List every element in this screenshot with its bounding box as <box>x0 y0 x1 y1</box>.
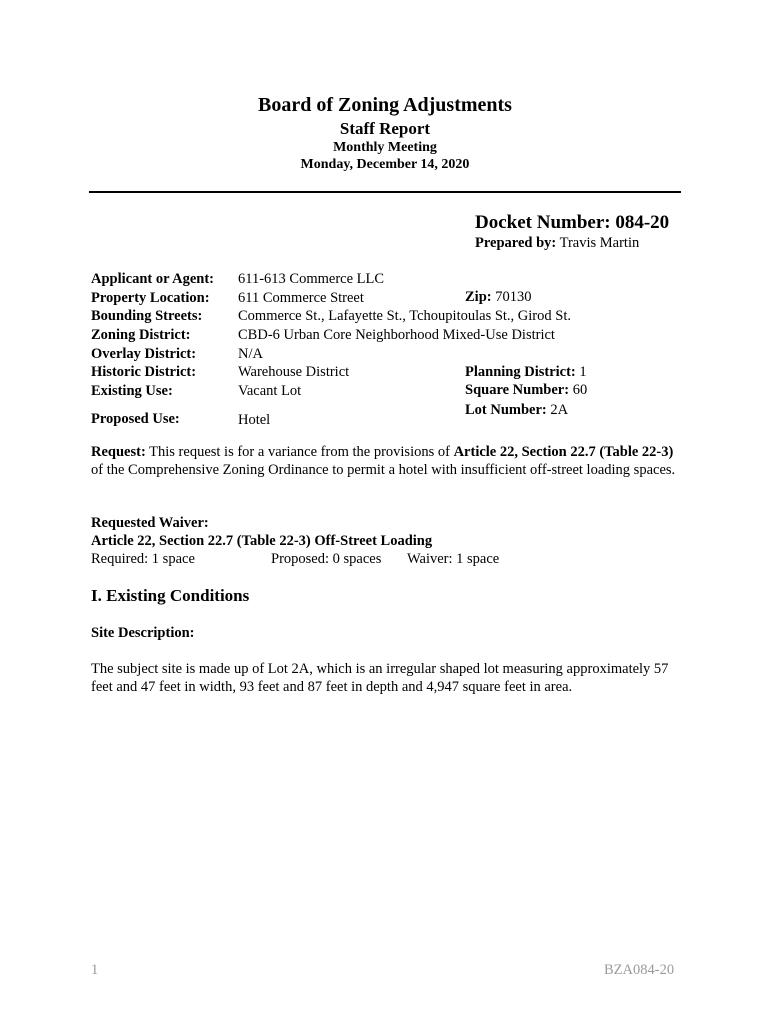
lot-number <box>465 402 568 419</box>
request-article: Article 22, Section 22.7 (Table 22-3) <box>453 444 674 460</box>
waiver-proposed: Proposed: 0 spaces <box>271 551 382 567</box>
waiver-amount: Waiver: 1 space <box>407 551 500 567</box>
planning-district <box>465 364 587 381</box>
site-description-body: The subject site is made up of Lot 2A, which is an irregular shaped lot measuring approximately 57 feet and 47 feet in width, 93 feet and 87 feet in depth and 4,947 square feet in area. <box>91 661 669 695</box>
request-paragraph <box>91 443 683 479</box>
document-id: BZA084-20 <box>604 962 675 978</box>
meeting-date: Monday, December 14, 2020 <box>300 157 470 172</box>
square-number-label: Square Number: <box>465 382 570 398</box>
overlay-district-label: Overlay District: <box>91 346 197 362</box>
planning-district-label: Planning District: <box>465 364 576 380</box>
request-text-1: This request is for a variance from the provisions of <box>149 444 450 460</box>
section-heading-existing-conditions: I. Existing Conditions <box>91 586 250 605</box>
bounding-streets-value: Commerce St., Lafayette St., Tchoupitoulas St., Girod St. <box>238 308 571 324</box>
page-number: 1 <box>91 962 99 978</box>
waiver-required: Required: 1 space <box>91 551 195 567</box>
square-number-value: 60 <box>572 382 588 398</box>
prepared-by-value: Travis Martin <box>559 235 640 251</box>
site-description-heading: Site Description: <box>91 625 195 641</box>
zip-code <box>465 289 531 306</box>
zip-label: Zip: <box>465 289 492 305</box>
overlay-district-value: N/A <box>238 346 263 362</box>
lot-number-value: 2A <box>550 402 569 418</box>
document-title: Board of Zoning Adjustments <box>258 94 512 116</box>
property-location-label: Property Location: <box>91 290 210 306</box>
report-type: Staff Report <box>339 119 431 138</box>
historic-district-label: Historic District: <box>91 364 197 380</box>
header-divider <box>89 191 681 193</box>
property-location-value: 611 Commerce Street <box>238 290 364 306</box>
bounding-streets-label: Bounding Streets: <box>91 308 203 324</box>
zoning-district-value: CBD-6 Urban Core Neighborhood Mixed-Use District <box>238 327 555 343</box>
square-number <box>465 382 587 399</box>
existing-use-label: Existing Use: <box>91 383 173 399</box>
proposed-use-label: Proposed Use: <box>91 411 180 427</box>
lot-number-label: Lot Number: <box>465 402 547 418</box>
request-label: Request: <box>91 444 146 460</box>
zoning-district-label: Zoning District: <box>91 327 191 343</box>
proposed-use-value: Hotel <box>238 412 271 428</box>
waiver-article: Article 22, Section 22.7 (Table 22-3) Off-Street Loading <box>91 533 433 549</box>
existing-use-value: Vacant Lot <box>238 383 302 399</box>
planning-district-value: 1 <box>579 364 587 380</box>
request-text-2: of the Comprehensive Zoning Ordinance to permit a hotel with insufficient off-street loading spaces. <box>91 462 676 478</box>
docket-number: Docket Number: 084-20 <box>475 212 670 233</box>
zip-value: 70130 <box>495 289 532 305</box>
meeting-type: Monthly Meeting <box>333 140 437 155</box>
prepared-by-label: Prepared by: <box>475 235 557 251</box>
waiver-heading: Requested Waiver: <box>91 515 209 531</box>
applicant-value: 611-613 Commerce LLC <box>238 271 385 287</box>
applicant-label: Applicant or Agent: <box>91 271 214 287</box>
prepared-by <box>475 235 639 252</box>
historic-district-value: Warehouse District <box>238 364 350 380</box>
